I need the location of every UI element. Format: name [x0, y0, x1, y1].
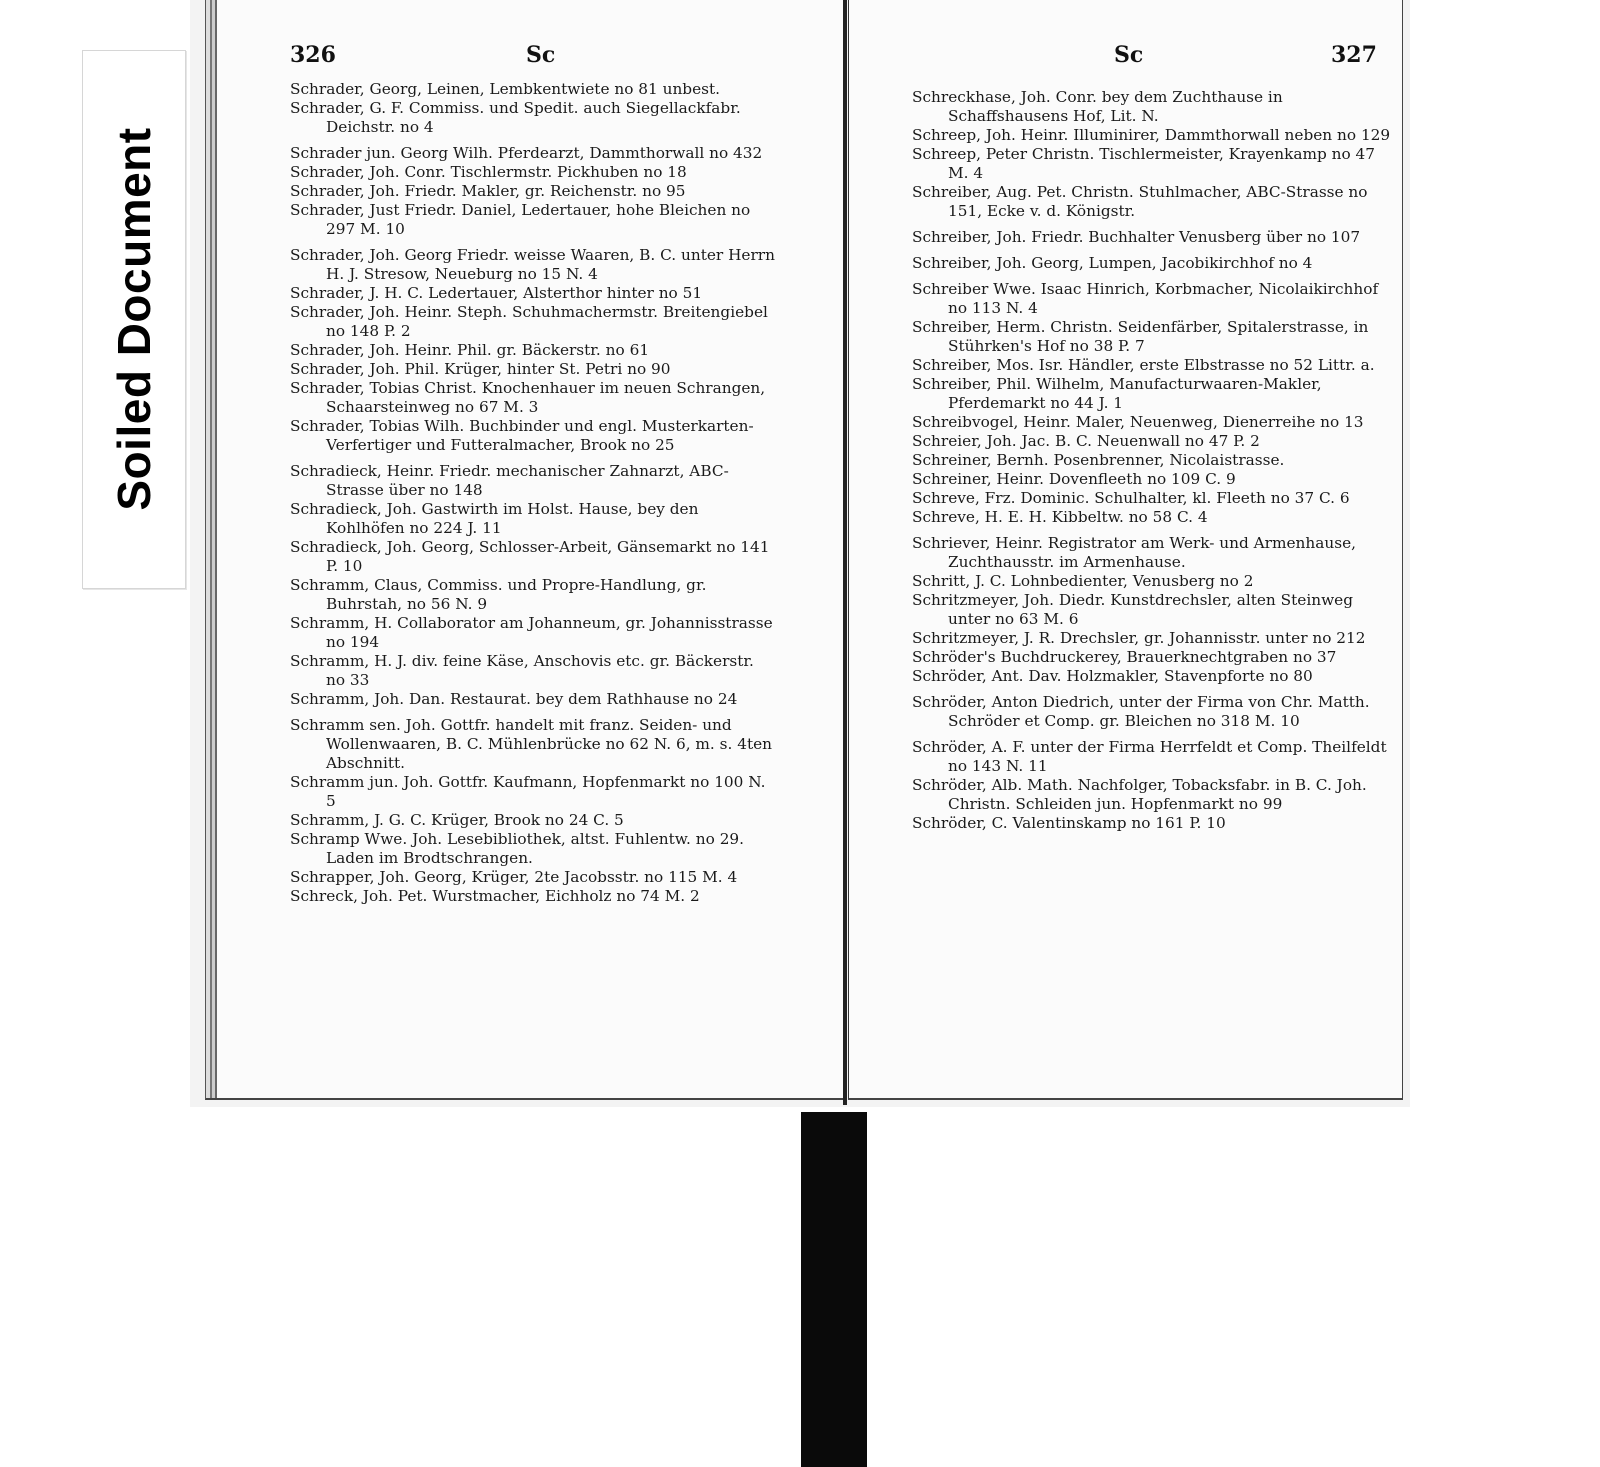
directory-entry: Schreiner, Bernh. Posenbrenner, Nicolaistrasse. — [912, 451, 1285, 469]
directory-entry: Schröder, C. Valentinskamp no 161 P. 10 — [912, 814, 1226, 832]
directory-entry: Schreve, H. E. H. Kibbeltw. no 58 C. 4 — [912, 508, 1208, 526]
directory-entry: Schramm sen. Joh. Gottfr. handelt mit franz. Seiden- und Wollenwaaren, B. C. Mühlenbrücke no 62 N. 6, m. s. 4ten Abschnitt. — [290, 716, 773, 772]
soiled-document-stamp — [82, 50, 186, 589]
directory-entry: Schriever, Heinr. Registrator am Werk- und Armenhause, Zuchthausstr. im Armenhause. — [912, 534, 1356, 571]
directory-entry: Schrader, Joh. Friedr. Makler, gr. Reichenstr. no 95 — [290, 182, 686, 200]
spine-strip — [801, 1112, 867, 1467]
directory-entry: Schreier, Joh. Jac. B. C. Neuenwall no 47 P. 2 — [912, 432, 1260, 450]
directory-entry: Schröder, A. F. unter der Firma Herrfeldt et Comp. Theilfeldt no 143 N. 11 — [912, 738, 1387, 775]
directory-entry: Schrader, Tobias Christ. Knochenhauer im neuen Schrangen, Schaarsteinweg no 67 M. 3 — [290, 379, 766, 416]
directory-entry: Schritzmeyer, J. R. Drechsler, gr. Johannisstr. unter no 212 — [912, 629, 1366, 647]
directory-entry: Schrapper, Joh. Georg, Krüger, 2te Jacobsstr. no 115 M. 4 — [290, 868, 738, 886]
right-page-number: 327 — [1331, 42, 1377, 68]
directory-entry: Schramm, Joh. Dan. Restaurat. bey dem Rathhause no 24 — [290, 690, 738, 708]
directory-entry: Schreiber, Herm. Christn. Seidenfärber, Spitalerstrasse, in Stührken's Hof no 38 P. 7 — [912, 318, 1369, 355]
directory-entry: Schrader, Joh. Heinr. Steph. Schuhmachermstr. Breitengiebel no 148 P. 2 — [290, 303, 768, 340]
right-page — [848, 0, 1403, 1100]
directory-entry: Schreiber, Joh. Georg, Lumpen, Jacobikirchhof no 4 — [912, 254, 1313, 272]
directory-entry: Schreep, Joh. Heinr. Illuminirer, Dammthorwall neben no 129 — [912, 126, 1391, 144]
directory-entry: Schramm, Claus, Commiss. und Propre-Handlung, gr. Buhrstah, no 56 N. 9 — [290, 576, 707, 613]
directory-entry: Schreiber, Phil. Wilhelm, Manufacturwaaren-Makler, Pferdemarkt no 44 J. 1 — [912, 375, 1322, 412]
directory-entry: Schritt, J. C. Lohnbedienter, Venusberg no 2 — [912, 572, 1254, 590]
directory-entry: Schreck, Joh. Pet. Wurstmacher, Eichholz no 74 M. 2 — [290, 887, 700, 905]
directory-entry: Schradieck, Heinr. Friedr. mechanischer Zahnarzt, ABC-Strasse über no 148 — [290, 462, 729, 499]
book-gutter — [843, 0, 847, 1105]
directory-entry: Schrader, Joh. Conr. Tischlermstr. Pickhuben no 18 — [290, 163, 687, 181]
directory-entry: Schreiber, Mos. Isr. Händler, erste Elbstrasse no 52 Littr. a. — [912, 356, 1375, 374]
directory-entry: Schrader, Joh. Georg Friedr. weisse Waaren, B. C. unter Herrn H. J. Stresow, Neueburg no 15 N. 4 — [290, 246, 775, 283]
directory-entry: Schreibvogel, Heinr. Maler, Neuenweg, Dienerreihe no 13 — [912, 413, 1364, 431]
directory-entry: Schröder, Alb. Math. Nachfolger, Tobacksfabr. in B. C. Joh. Christn. Schleiden jun. Hopfenmarkt no 99 — [912, 776, 1367, 813]
directory-entry: Schreiner, Heinr. Dovenfleeth no 109 C. 9 — [912, 470, 1236, 488]
directory-entry: Schrader, Joh. Heinr. Phil. gr. Bäckerstr. no 61 — [290, 341, 650, 359]
directory-entry: Schrader jun. Georg Wilh. Pferdearzt, Dammthorwall no 432 — [290, 144, 763, 162]
left-directory-entries — [290, 80, 777, 906]
left-page — [205, 0, 845, 1100]
right-section-heading: Sc — [1114, 42, 1144, 68]
directory-entry: Schreiber Wwe. Isaac Hinrich, Korbmacher, Nicolaikirchhof no 113 N. 4 — [912, 280, 1379, 317]
directory-entry: Schrader, J. H. C. Ledertauer, Alsterthor hinter no 51 — [290, 284, 703, 302]
directory-entry: Schreve, Frz. Dominic. Schulhalter, kl. Fleeth no 37 C. 6 — [912, 489, 1350, 507]
directory-entry: Schröder, Ant. Dav. Holzmakler, Stavenpforte no 80 — [912, 667, 1313, 685]
directory-entry: Schramm, J. G. C. Krüger, Brook no 24 C. 5 — [290, 811, 624, 829]
directory-entry: Schrader, G. F. Commiss. und Spedit. auch Siegellackfabr. Deichstr. no 4 — [290, 99, 741, 136]
right-directory-entries — [912, 88, 1392, 833]
directory-entry: Schrader, Tobias Wilh. Buchbinder und engl. Musterkarten-Verfertiger und Futteralmacher, Brook no 25 — [290, 417, 754, 454]
directory-entry: Schrader, Joh. Phil. Krüger, hinter St. Petri no 90 — [290, 360, 671, 378]
directory-entry: Schramm, H. J. div. feine Käse, Anschovis etc. gr. Bäckerstr. no 33 — [290, 652, 754, 689]
directory-entry: Schreiber, Aug. Pet. Christn. Stuhlmacher, ABC-Strasse no 151, Ecke v. d. Königstr. — [912, 183, 1368, 220]
stamp-label: Soiled Document — [108, 127, 160, 511]
directory-entry: Schrader, Just Friedr. Daniel, Ledertauer, hohe Bleichen no 297 M. 10 — [290, 201, 751, 238]
directory-entry: Schreep, Peter Christn. Tischlermeister, Krayenkamp no 47 M. 4 — [912, 145, 1376, 182]
directory-entry: Schrader, Georg, Leinen, Lembkentwiete no 81 unbest. — [290, 80, 721, 98]
directory-entry: Schradieck, Joh. Georg, Schlosser-Arbeit, Gänsemarkt no 141 P. 10 — [290, 538, 770, 575]
directory-entry: Schritzmeyer, Joh. Diedr. Kunstdrechsler, alten Steinweg unter no 63 M. 6 — [912, 591, 1354, 628]
directory-entry: Schramp Wwe. Joh. Lesebibliothek, altst. Fuhlentw. no 29. Laden im Brodtschrangen. — [290, 830, 745, 867]
directory-entry: Schramm jun. Joh. Gottfr. Kaufmann, Hopfenmarkt no 100 N. 5 — [290, 773, 766, 810]
directory-entry: Schröder's Buchdruckerey, Brauerknechtgraben no 37 — [912, 648, 1337, 666]
left-section-heading: Sc — [526, 42, 556, 68]
left-page-number: 326 — [290, 42, 336, 68]
directory-entry: Schramm, H. Collaborator am Johanneum, gr. Johannisstrasse no 194 — [290, 614, 773, 651]
directory-entry: Schröder, Anton Diedrich, unter der Firma von Chr. Matth. Schröder et Comp. gr. Bleichen no 318 M. 10 — [912, 693, 1370, 730]
directory-entry: Schreckhase, Joh. Conr. bey dem Zuchthause in Schaffshausens Hof, Lit. N. — [912, 88, 1283, 125]
directory-entry: Schreiber, Joh. Friedr. Buchhalter Venusberg über no 107 — [912, 228, 1361, 246]
directory-entry: Schradieck, Joh. Gastwirth im Holst. Hause, bey den Kohlhöfen no 224 J. 11 — [290, 500, 699, 537]
